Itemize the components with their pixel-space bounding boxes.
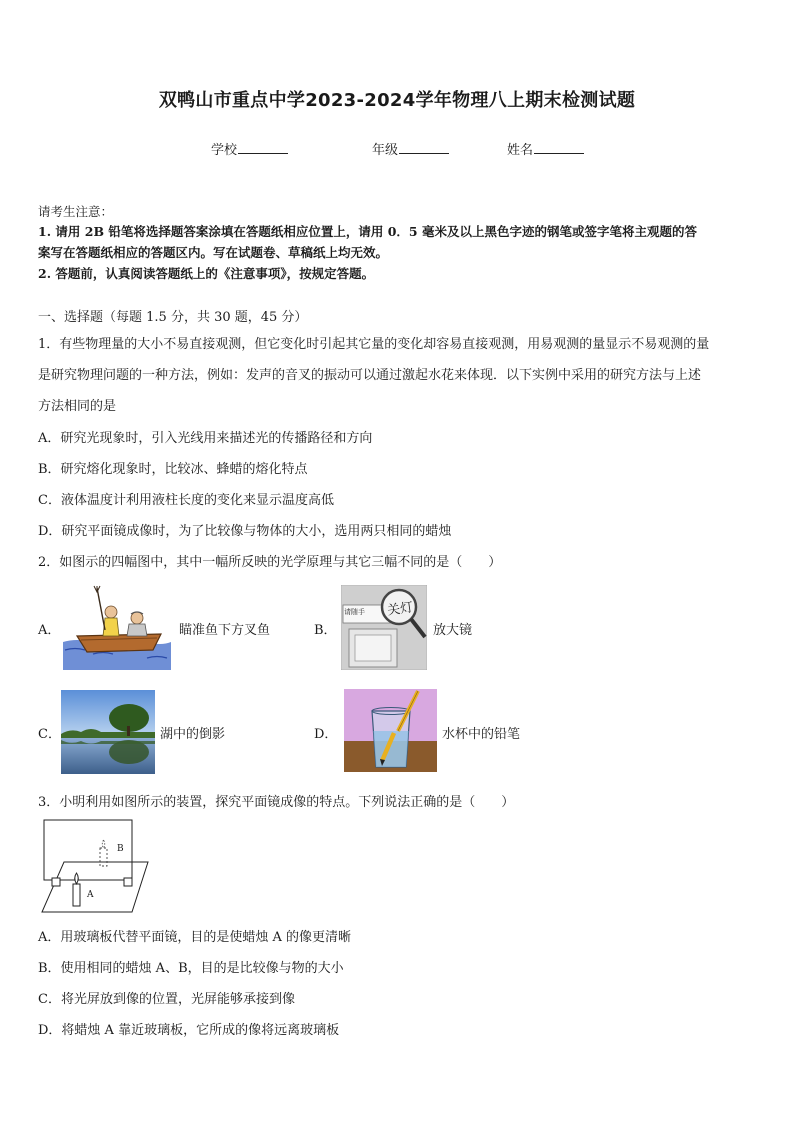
magnifier-sign-text: 关灯: [386, 600, 415, 619]
q3-option-b: B．使用相同的蜡烛 A、B，目的是比较像与物的大小: [38, 961, 344, 976]
school-field: [211, 139, 288, 158]
q1-stem-line3: 方法相同的是: [38, 399, 117, 414]
q1-option-a: A．研究光现象时，引入光线用来描述光的传播路径和方向: [38, 431, 373, 446]
name-blank: [534, 141, 584, 154]
q2-option-d-label: D．: [314, 727, 338, 742]
q2-stem: 2．如图示的四幅图中，其中一幅所反映的光学原理与其它三幅不同的是（ ）: [38, 555, 502, 570]
q3-stem: 3．小明利用如图所示的装置，探究平面镜成像的特点。下列说法正确的是（ ）: [38, 795, 515, 810]
school-label: 学校: [211, 143, 238, 158]
fisherman-boat-image: [63, 584, 171, 670]
notice-heading: 请考生注意：: [38, 204, 114, 219]
notice-item1-text1: 1. 请用 2B 铅笔将选择题答案涂填在答题纸相应位置上，请用 0．5 毫米及以上黑色字迹的钢笔或签字笔将主观题的答: [38, 224, 697, 239]
mirror-experiment-diagram: [38, 818, 152, 916]
magnifier-sign-small-text: 请随手: [344, 608, 365, 616]
q2-option-d-caption: 水杯中的铅笔: [442, 727, 521, 742]
q2-option-b-caption: 放大镜: [433, 623, 473, 638]
q3-option-a: A．用玻璃板代替平面镜，目的是使蜡烛 A 的像更清晰: [38, 930, 352, 945]
q3-option-c: C．将光屏放到像的位置，光屏能够承接到像: [38, 992, 295, 1007]
q1-stem-line2: 是研究物理问题的一种方法，例如：发声的音叉的振动可以通过激起水花来体现．以下实例中采用的研究方法与上述: [38, 368, 702, 383]
grade-label: 年级: [372, 143, 399, 158]
q2-option-a-caption: 瞄准鱼下方叉鱼: [179, 623, 271, 638]
name-field: [507, 139, 584, 158]
pencil-in-glass-image: [344, 689, 437, 772]
notice-item2-text: 2. 答题前，认真阅读答题纸上的《注意事项》，按规定答题。: [38, 266, 375, 281]
grade-field: [372, 139, 449, 158]
q1-stem-line1: 1．有些物理量的大小不易直接观测，但它变化时引起其它量的变化却容易直接观测，用易观测的量显示不易观测的量: [38, 337, 710, 352]
section-heading: 一、选择题（每题 1.5 分，共 30 题，45 分）: [38, 310, 308, 325]
q1-option-d: D．研究平面镜成像时，为了比较像与物体的大小，选用两只相同的蜡烛: [38, 524, 452, 539]
q1-option-c: C．液体温度计利用液柱长度的变化来显示温度高低: [38, 493, 334, 508]
notice-item1-text2: 案写在答题纸相应的答题区内。写在试题卷、草稿纸上均无效。: [38, 245, 389, 260]
school-blank: [238, 141, 288, 154]
notice-item1-line2: [38, 243, 388, 262]
grade-blank: [399, 141, 449, 154]
notice-item2: [38, 264, 374, 283]
diagram-label-a: A: [87, 890, 94, 900]
q1-option-b: B．研究熔化现象时，比较冰、蜂蜡的熔化特点: [38, 462, 308, 477]
magnifier-image: [341, 585, 427, 670]
q2-option-c-label: C．: [38, 727, 61, 742]
q2-option-c-caption: 湖中的倒影: [160, 727, 226, 742]
q2-option-a-label: A．: [38, 623, 61, 638]
q2-option-b-label: B．: [314, 623, 337, 638]
notice-item1-line1: [38, 222, 697, 241]
lake-reflection-image: [61, 690, 155, 774]
q3-option-d: D．将蜡烛 A 靠近玻璃板，它所成的像将远离玻璃板: [38, 1023, 340, 1038]
name-label: 姓名: [507, 143, 534, 158]
page-title: 双鸭山市重点中学2023-2024学年物理八上期末检测试题: [158, 90, 636, 111]
diagram-label-b: B: [117, 844, 124, 854]
